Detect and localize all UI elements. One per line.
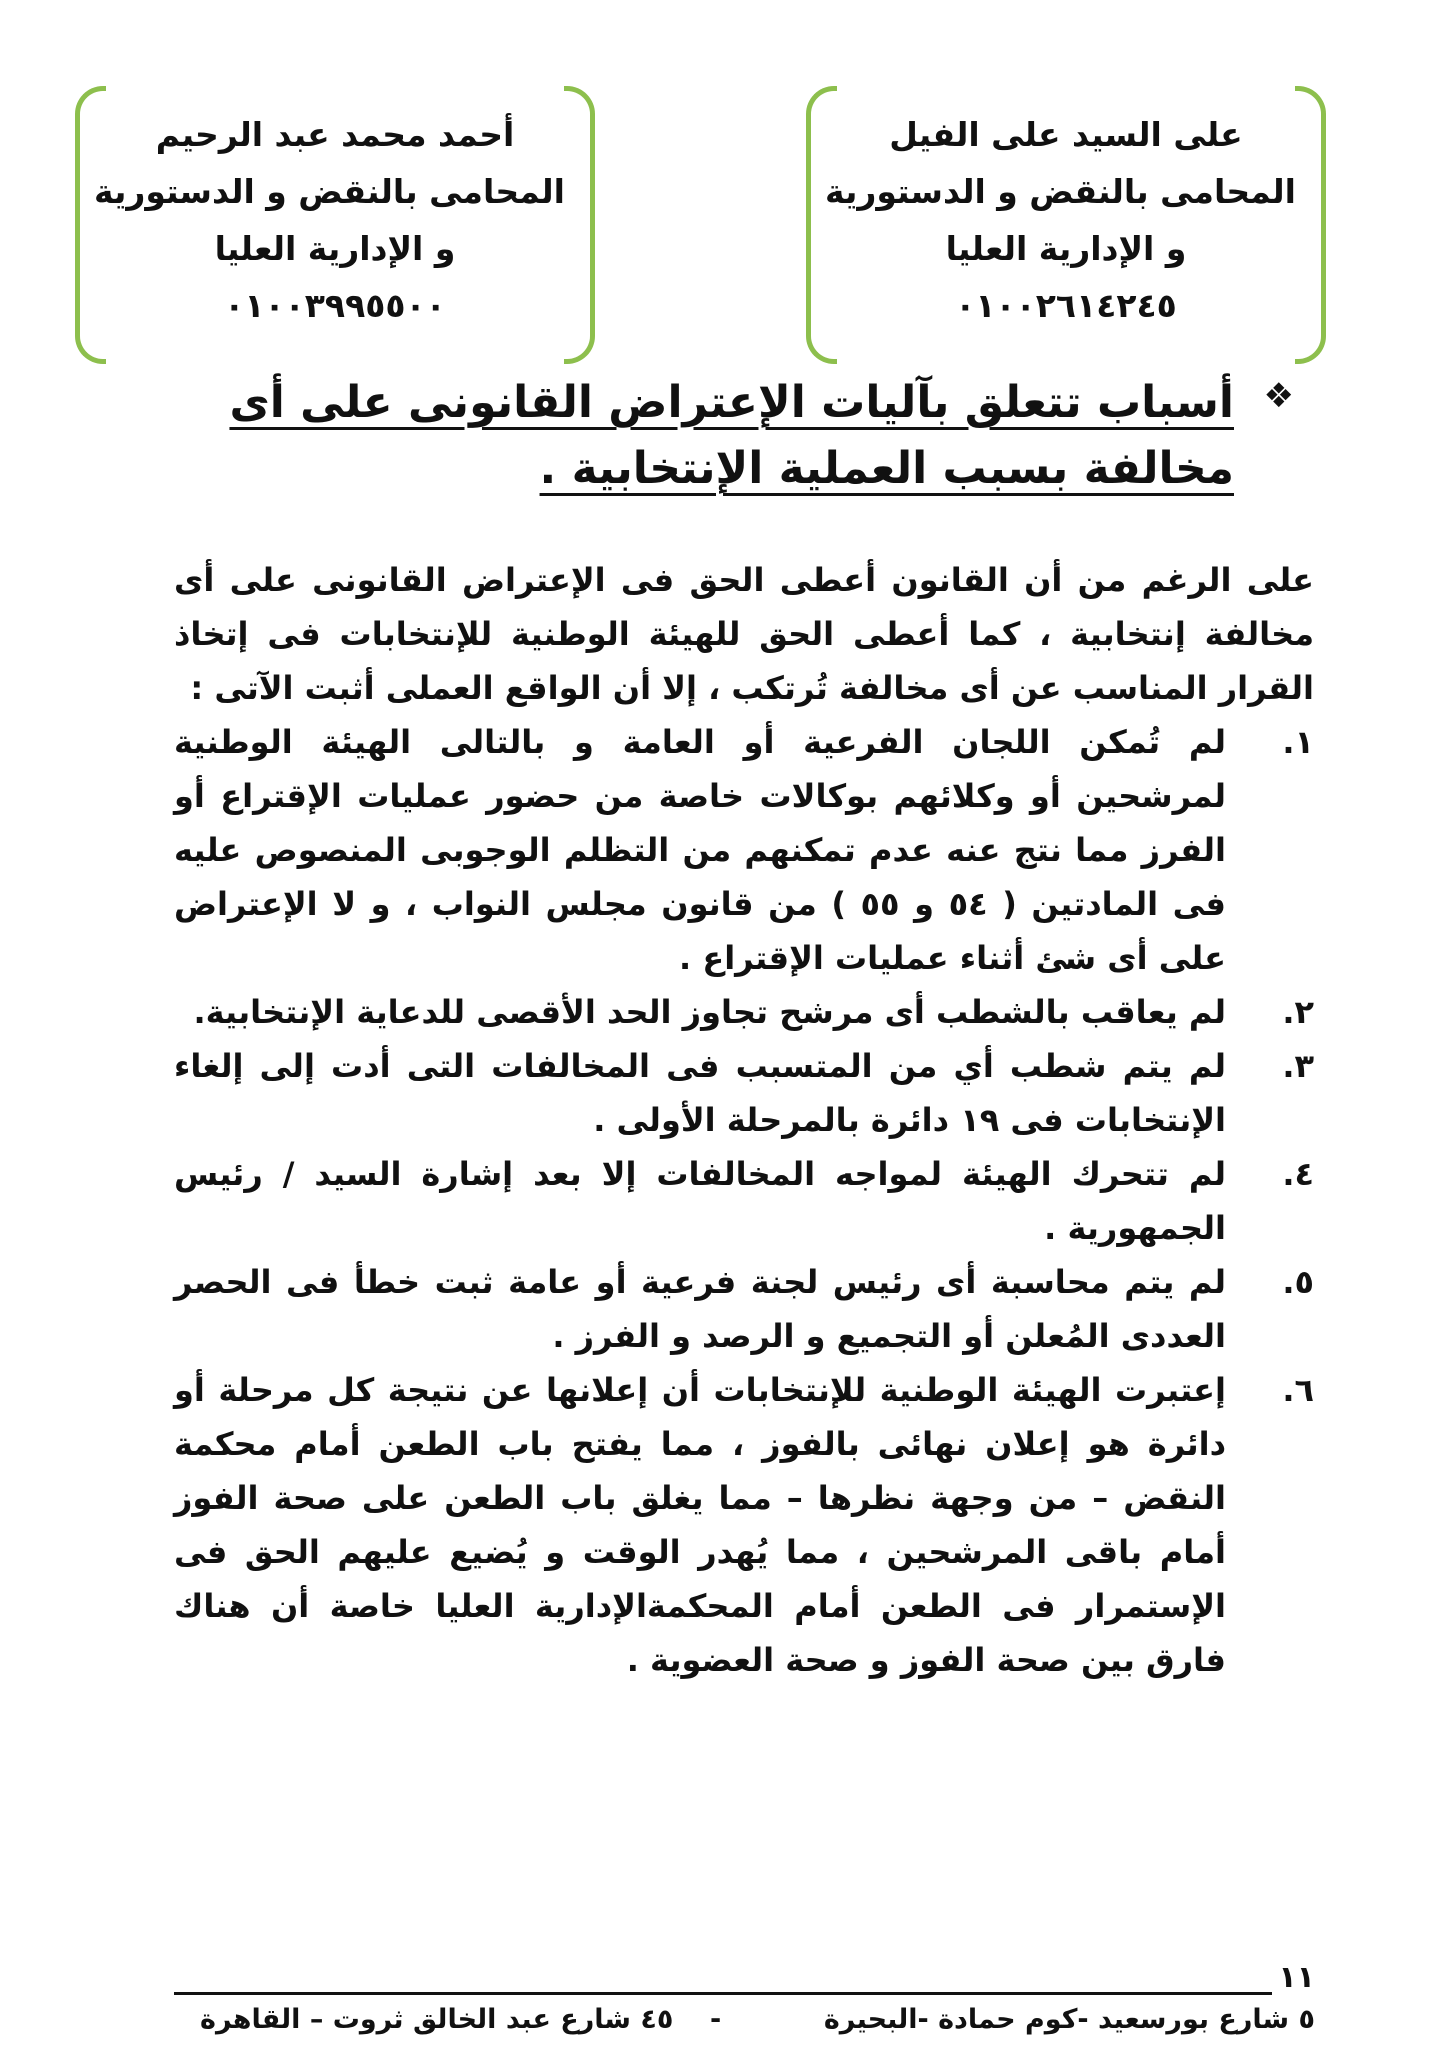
document-body	[174, 553, 1314, 1687]
list-item	[174, 1255, 1314, 1363]
item-text: لم تتحرك الهيئة لمواجه المخالفات إلا بعد إشارة السيد / رئيس الجمهورية .	[174, 1155, 1226, 1247]
item-number: ١.	[1282, 723, 1314, 761]
lawyer-name: أحمد محمد عبد الرحيم	[155, 115, 515, 154]
lawyer-card-left	[75, 86, 595, 354]
lawyer-phone: ٠١٠٠٢٦١٤٢٤٥	[955, 286, 1177, 325]
section-heading	[170, 370, 1294, 502]
item-number: ٢.	[1282, 993, 1314, 1031]
item-text: لم تُمكن اللجان الفرعية أو العامة و بالتالى الهيئة الوطنية لمرشحين أو وكلائهم بوكالات خاصة من حضور عمليات الإقتراع أو الفرز مما نتج عنه عدم تمكنهم من التظلم الوجوبى المنصوص عليه فى المادتين ( ٥٤ و ٥٥ ) من قانون مجلس النواب ، و لا الإعتراض على أى شئ أثناء عمليات الإقتراع .	[174, 723, 1227, 977]
footer-divider	[174, 1992, 1272, 1995]
item-number: ٥.	[1282, 1263, 1314, 1301]
bracket-left-edge	[75, 86, 106, 364]
heading-text: أسباب تتعلق بآليات الإعتراض القانونى على أى مخالفة بسبب العملية الإنتخابية .	[229, 377, 1234, 494]
item-number: ٦.	[1282, 1371, 1314, 1409]
lawyer-name: على السيد على الفيل	[889, 115, 1243, 154]
list-item	[174, 985, 1314, 1039]
lawyer-title-2: و الإدارية العليا	[945, 229, 1187, 268]
bracket-right-edge	[1295, 86, 1326, 364]
footer-separator: -	[710, 2004, 722, 2035]
diamond-bullet-icon: ❖	[1263, 376, 1294, 416]
lawyer-card-right	[806, 86, 1326, 354]
bracket-left-edge	[806, 86, 837, 364]
list-item	[174, 1039, 1314, 1147]
reasons-list	[174, 715, 1314, 1687]
lawyer-title: المحامى بالنقض و الدستورية	[94, 172, 565, 211]
lawyer-title-2: و الإدارية العليا	[214, 229, 456, 268]
item-text: إعتبرت الهيئة الوطنية للإنتخابات أن إعلانها عن نتيجة كل مرحلة أو دائرة هو إعلان نهائى بالفوز ، مما يفتح باب الطعن أمام محكمة النقض – من وجهة نظرها – مما يغلق باب الطعن على صحة الفوز أمام باقى المرشحين ، مما يُهدر الوقت و يُضيع عليهم الحق فى الإستمرار فى الطعن أمام المحكمةالإدارية العليا خاصة أن هناك فارق بين صحة الفوز و صحة العضوية .	[174, 1371, 1226, 1679]
item-number: ٣.	[1282, 1047, 1314, 1085]
footer-address-left: ٤٥ شارع عبد الخالق ثروت – القاهرة	[200, 2004, 674, 2035]
bracket-right-edge	[564, 86, 595, 364]
item-text: لم يعاقب بالشطب أى مرشح تجاوز الحد الأقصى للدعاية الإنتخابية.	[193, 993, 1226, 1031]
list-item	[174, 1147, 1314, 1255]
list-item	[174, 1363, 1314, 1687]
item-number: ٤.	[1282, 1155, 1314, 1193]
item-text: لم يتم محاسبة أى رئيس لجنة فرعية أو عامة ثبت خطأ فى الحصر العددى المُعلن أو التجميع و الرصد و الفرز .	[174, 1263, 1226, 1355]
footer-address-right: ٥ شارع بورسعيد -كوم حمادة -البحيرة	[823, 2004, 1315, 2035]
lawyer-title: المحامى بالنقض و الدستورية	[825, 172, 1296, 211]
intro-paragraph: على الرغم من أن القانون أعطى الحق فى الإعتراض القانونى على أى مخالفة إنتخابية ، كما أعطى الحق للهيئة الوطنية للإنتخابات فى إتخاذ القرار المناسب عن أى مخالفة تُرتكب ، إلا أن الواقع العملى أثبت الآتى :	[174, 561, 1314, 707]
list-item	[174, 715, 1314, 985]
item-text: لم يتم شطب أي من المتسبب فى المخالفات التى أدت إلى إلغاء الإنتخابات فى ١٩ دائرة بالمرحلة الأولى .	[174, 1047, 1226, 1139]
lawyer-phone: ٠١٠٠٣٩٩٥٥٠٠	[224, 286, 446, 325]
page-number: ١١	[1278, 1960, 1315, 1995]
